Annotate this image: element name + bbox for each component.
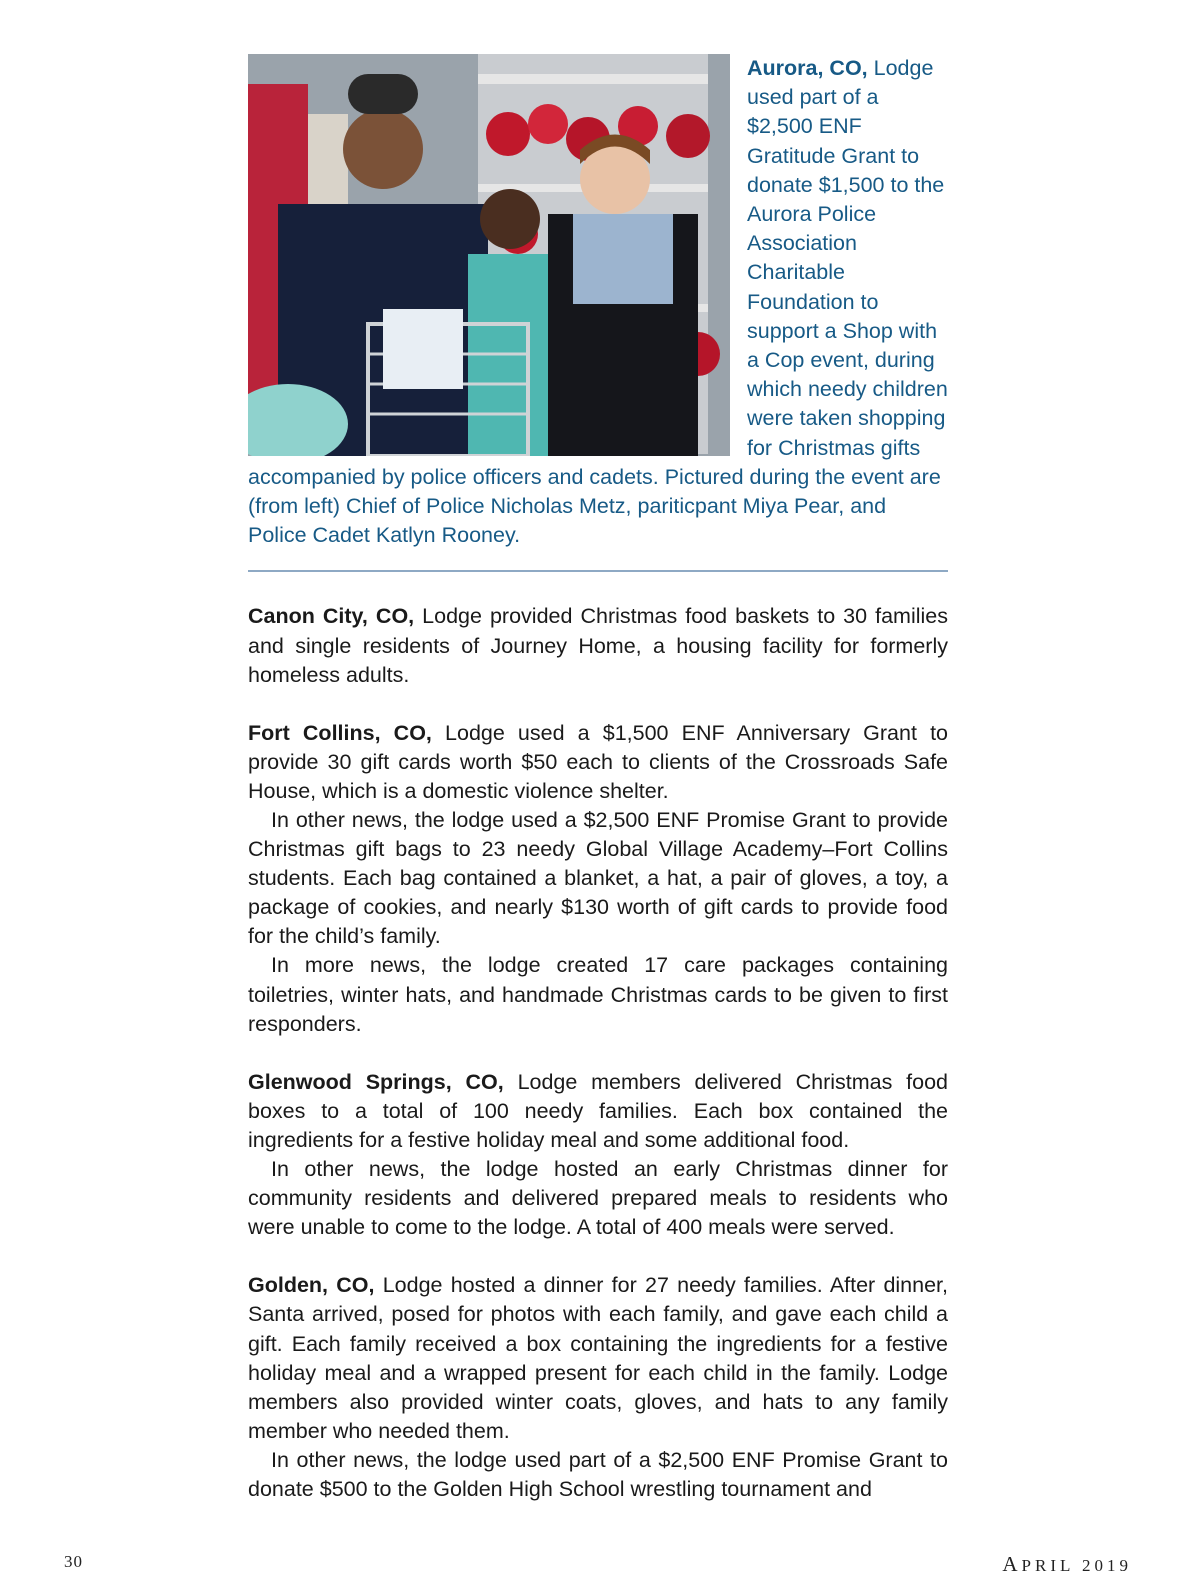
- event-photo: [248, 54, 730, 456]
- issue-date: [1002, 1552, 1132, 1577]
- entry-lodge-name: Canon City, CO,: [248, 604, 415, 629]
- entry-paragraph: [248, 1068, 948, 1155]
- section-divider: [248, 570, 948, 572]
- lodge-entry: [248, 1271, 948, 1504]
- lodge-entry: [248, 1068, 948, 1243]
- issue-date-initial: A: [1002, 1552, 1022, 1576]
- feature-block: [248, 54, 948, 550]
- entry-paragraph: In other news, the lodge hosted an early Christmas dinner for community residents and delivered prepared meals to residents who were unable to come to the lodge. A total of 400 meals were served.: [248, 1157, 948, 1240]
- entry-paragraph: In other news, the lodge used a $2,500 ENF Promise Grant to provide Christmas gift bags to 23 needy Global Village Academy–Fort Collins students. Each bag contained a blanket, a hat, a pair of gloves, a toy, a package of cookies, and nearly $130 worth of gift cards to provide food for the child’s family.: [248, 808, 948, 949]
- feature-caption-lead: Aurora, CO,: [747, 56, 868, 80]
- lodge-entry: [248, 602, 948, 689]
- entry-paragraph: [248, 602, 948, 689]
- event-photo-illustration: [248, 54, 730, 456]
- entry-text: Lodge used a $1,500 ENF Anniversary Grant to provide 30 gift cards worth $50 each to clients of the Crossroads Safe House, which is a domestic violence shelter.: [248, 720, 948, 803]
- entry-paragraph: In more news, the lodge created 17 care packages containing toiletries, winter hats, and handmade Christmas cards to be given to first responders.: [248, 953, 948, 1036]
- entry-text: Lodge provided Christmas food baskets to 30 families and single residents of Journey Home, a housing facility for formerly homeless adults.: [248, 604, 948, 687]
- issue-date-rest: PRIL 2019: [1021, 1556, 1132, 1575]
- entry-text: Lodge members delivered Christmas food boxes to a total of 100 needy families. Each box contained the ingredients for a festive holiday meal and some additional food.: [248, 1069, 949, 1152]
- lodge-entry: [248, 719, 948, 1039]
- entry-lodge-name: Fort Collins, CO,: [248, 720, 432, 745]
- entry-lodge-name: Golden, CO,: [248, 1273, 375, 1298]
- entry-text: Lodge hosted a dinner for 27 needy families. After dinner, Santa arrived, posed for photos with each family, and gave each child a gift. Each family received a box containing the ingredients for a festive holiday meal and a wrapped present for each child in the family. Lodge members also provided winter coats, gloves, and hats to any family member who needed them.: [248, 1273, 948, 1443]
- article-column: [248, 54, 948, 1533]
- entry-paragraph: [248, 1271, 948, 1446]
- entry-lodge-name: Glenwood Springs, CO,: [248, 1069, 504, 1094]
- page-number: 30: [64, 1552, 83, 1571]
- entry-paragraph: In other news, the lodge used part of a $2,500 ENF Promise Grant to donate $500 to the Golden High School wrestling tournament and: [248, 1447, 948, 1501]
- entry-paragraph: [248, 719, 948, 806]
- feature-caption: Lodge used part of a $2,500 ENF Gratitude Grant to donate $1,500 to the Aurora Police Association Charitable Foundation to support a Shop with a Cop event, during which needy children were taken shopping for Christmas gifts accompanied by police officers and cadets. Pictured during the event are (from left) Chief of Police Nicholas Metz, pariticpant Miya Pear, and Police Cadet Katlyn Rooney.: [248, 56, 948, 548]
- lodge-entries: [248, 602, 948, 1504]
